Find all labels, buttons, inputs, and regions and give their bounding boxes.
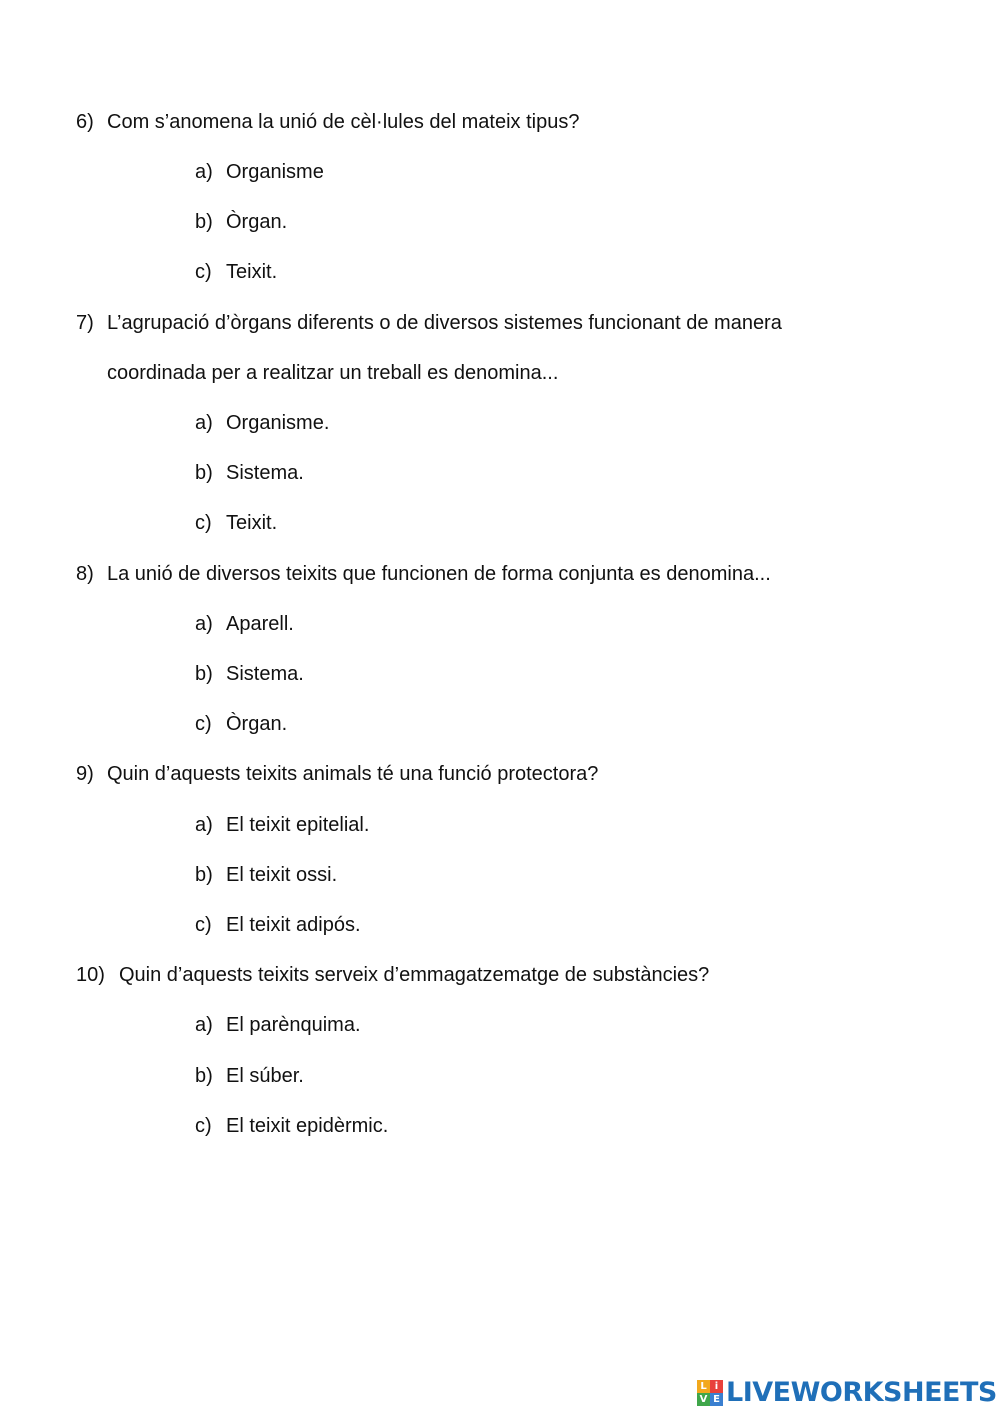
option-text: Òrgan. bbox=[226, 713, 288, 735]
question-number: 7) bbox=[76, 312, 94, 334]
option-text: Teixit. bbox=[226, 512, 278, 534]
option-text: Organisme bbox=[226, 161, 324, 183]
option-letter: a) bbox=[195, 412, 213, 434]
option-letter: b) bbox=[195, 462, 213, 484]
option-letter: b) bbox=[195, 211, 213, 233]
logo-tile-i: i bbox=[710, 1380, 723, 1393]
option-text: El parènquima. bbox=[226, 1014, 361, 1036]
logo-tile-l: L bbox=[697, 1380, 710, 1393]
option-text: Sistema. bbox=[226, 462, 304, 484]
question-number: 6) bbox=[76, 111, 94, 133]
option-letter: a) bbox=[195, 613, 213, 635]
option-text: El teixit ossi. bbox=[226, 864, 338, 886]
option-text: El teixit adipós. bbox=[226, 914, 361, 936]
option-letter: c) bbox=[195, 914, 212, 936]
option-letter: a) bbox=[195, 814, 213, 836]
option-letter: a) bbox=[195, 161, 213, 183]
question-text: coordinada per a realitzar un treball es denomina... bbox=[107, 362, 559, 384]
liveworksheets-logo-icon bbox=[697, 1380, 723, 1406]
question-text: Com s’anomena la unió de cèl·lules del mateix tipus? bbox=[107, 111, 580, 133]
question-text: Quin d’aquests teixits serveix d’emmagatzematge de substàncies? bbox=[119, 964, 710, 986]
question-number: 8) bbox=[76, 563, 94, 585]
option-letter: c) bbox=[195, 713, 212, 735]
logo-tile-e: E bbox=[710, 1393, 723, 1406]
option-letter: c) bbox=[195, 261, 212, 283]
option-text: El teixit epidèrmic. bbox=[226, 1115, 389, 1137]
option-letter: c) bbox=[195, 1115, 212, 1137]
option-letter: b) bbox=[195, 663, 213, 685]
option-text: Aparell. bbox=[226, 613, 294, 635]
option-text: El súber. bbox=[226, 1065, 304, 1087]
option-text: Teixit. bbox=[226, 261, 278, 283]
question-text: La unió de diversos teixits que funcionen de forma conjunta es denomina... bbox=[107, 563, 771, 585]
option-text: Òrgan. bbox=[226, 211, 288, 233]
option-letter: b) bbox=[195, 864, 213, 886]
option-text: Organisme. bbox=[226, 412, 330, 434]
option-letter: c) bbox=[195, 512, 212, 534]
option-letter: b) bbox=[195, 1065, 213, 1087]
question-text: Quin d’aquests teixits animals té una funció protectora? bbox=[107, 763, 599, 785]
logo-tile-v: V bbox=[697, 1393, 710, 1406]
logo-text: LIVEWORKSHEETS bbox=[726, 1377, 997, 1408]
question-number: 10) bbox=[76, 964, 105, 986]
option-text: El teixit epitelial. bbox=[226, 814, 370, 836]
option-text: Sistema. bbox=[226, 663, 304, 685]
question-number: 9) bbox=[76, 763, 94, 785]
option-letter: a) bbox=[195, 1014, 213, 1036]
question-text: L’agrupació d’òrgans diferents o de diversos sistemes funcionant de manera bbox=[107, 312, 782, 334]
liveworksheets-logo bbox=[697, 1378, 997, 1408]
